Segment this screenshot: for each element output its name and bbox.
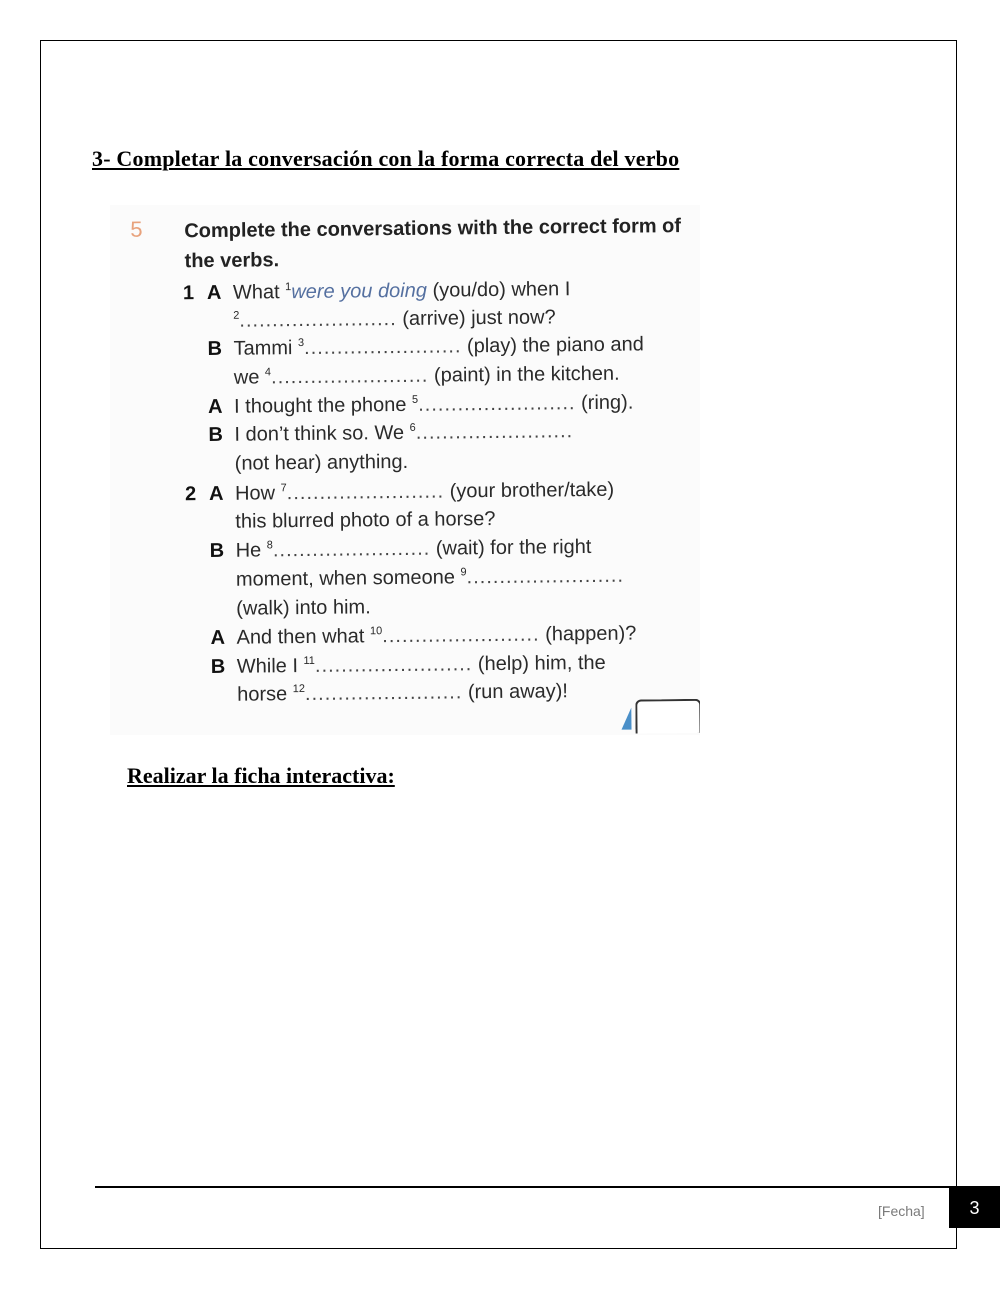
conversation-line <box>208 392 633 419</box>
verb-hint: (paint) in the kitchen. <box>433 362 620 387</box>
verb-hint: (arrive) just now? <box>402 306 556 330</box>
gap-number: 9 <box>460 566 467 579</box>
answer-blank[interactable]: ........................ <box>303 335 462 359</box>
conversation-line <box>209 508 495 534</box>
answer-blank[interactable]: ........................ <box>272 537 431 562</box>
gap-number: 6 <box>409 421 416 434</box>
gap-number: 3 <box>297 336 305 350</box>
answer-blank[interactable]: ........................ <box>304 681 463 705</box>
conversation-line <box>210 565 624 592</box>
verb-hint: (run away)! <box>467 680 569 704</box>
speaker-label: A <box>208 482 224 505</box>
answer-blank[interactable]: ........................ <box>415 420 574 444</box>
speaker-label: B <box>209 539 225 562</box>
scan-corner-box <box>635 699 700 734</box>
conversation-line <box>210 596 371 621</box>
answer-blank[interactable]: ........................ <box>286 480 445 505</box>
verb-hint: (happen)? <box>545 622 637 646</box>
scan-corner-tab <box>621 708 631 730</box>
line-text: He <box>235 539 262 562</box>
conversation-number: 2 <box>184 483 197 506</box>
speaker-label: B <box>208 423 223 446</box>
speaker-label: B <box>207 337 223 360</box>
line-text: this blurred photo of a horse? <box>235 507 496 533</box>
answer-blank[interactable]: ........................ <box>382 623 540 648</box>
conversation-number: 1 <box>182 282 195 305</box>
line-text: Tammi <box>233 337 293 360</box>
conversation-line <box>207 306 556 333</box>
gap-number: 7 <box>280 482 287 495</box>
gap-number: 10 <box>369 625 383 638</box>
exercise-image <box>110 205 700 735</box>
answer-blank[interactable]: ........................ <box>466 564 625 589</box>
line-text: While I <box>236 655 299 678</box>
line-text: we <box>233 366 260 389</box>
conversation-line <box>207 333 644 361</box>
interactive-heading: Realizar la ficha interactiva: <box>127 763 395 788</box>
gap-number: 2 <box>233 309 240 322</box>
conversation-line <box>185 479 614 506</box>
gap-number: 12 <box>292 682 305 696</box>
speaker-label: A <box>208 395 223 418</box>
verb-hint: (you/do) when I <box>432 278 571 302</box>
conversation-line <box>210 536 592 563</box>
conversation-line <box>211 680 568 707</box>
line-text: I don’t think so. We <box>234 421 405 446</box>
gap-number: 1 <box>285 281 292 294</box>
exercise-instruction: Complete the conversations with the correct form of the verbs. <box>184 215 682 273</box>
line-text: (walk) into him. <box>236 596 371 620</box>
line-text: How <box>234 482 276 505</box>
verb-hint: (wait) for the right <box>435 535 592 560</box>
verb-hint: (help) him, the <box>477 651 606 676</box>
page-number: 3 <box>949 1188 1000 1228</box>
example-answer: were you doing <box>291 279 428 304</box>
section-heading: 3- Completar la conversación con la forma correcta del verbo <box>92 146 680 171</box>
speaker-label: A <box>210 626 226 649</box>
line-text: What <box>232 281 280 304</box>
gap-number: 4 <box>264 366 272 379</box>
exercise-content <box>110 205 700 735</box>
conversation-line <box>210 623 636 650</box>
gap-number: 8 <box>266 539 273 552</box>
conversation-line <box>208 363 620 390</box>
conversation-line <box>208 420 573 447</box>
conversation-line <box>211 652 606 679</box>
verb-hint: (ring). <box>580 391 634 415</box>
answer-blank[interactable]: ........................ <box>314 653 473 677</box>
line-text: I thought the phone <box>234 393 407 418</box>
speaker-label: A <box>206 281 222 304</box>
verb-hint: (play) the piano and <box>466 333 644 358</box>
answer-blank[interactable]: ........................ <box>270 364 429 389</box>
footer-date: [Fecha] <box>878 1203 925 1219</box>
gap-number: 5 <box>411 393 419 406</box>
line-text: moment, when someone <box>235 566 456 591</box>
footer-rule <box>95 1186 1000 1188</box>
line-text: (not hear) anything. <box>234 450 409 475</box>
gap-number: 11 <box>303 654 315 667</box>
answer-blank[interactable]: ........................ <box>418 392 576 416</box>
speaker-label: B <box>210 655 226 678</box>
exercise-number: 5 <box>130 216 143 242</box>
line-text: And then what <box>236 625 365 649</box>
conversation-line <box>183 278 571 305</box>
conversation-line <box>209 451 409 476</box>
line-text: horse <box>237 683 288 706</box>
verb-hint: (your brother/take) <box>449 478 615 503</box>
answer-blank[interactable]: ........................ <box>239 308 397 332</box>
